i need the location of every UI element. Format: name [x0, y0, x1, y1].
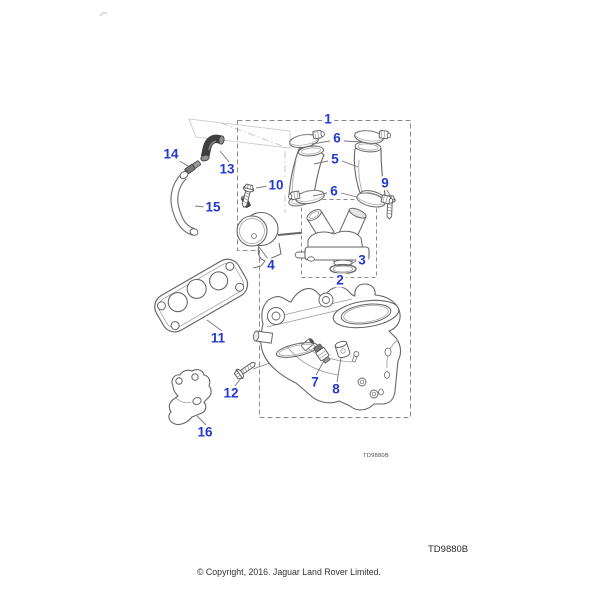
callout-8[interactable]: 8 — [332, 381, 340, 397]
callout-14[interactable]: 14 — [163, 146, 179, 162]
callout-11[interactable]: 11 — [210, 330, 226, 346]
callout-6[interactable]: 6 — [330, 183, 338, 199]
callout-15[interactable]: 15 — [205, 199, 221, 215]
callout-6[interactable]: 6 — [333, 130, 341, 146]
callout-16[interactable]: 16 — [197, 424, 213, 440]
callout-2[interactable]: 2 — [336, 272, 344, 288]
diagram-code-inner: TD9880B — [363, 453, 389, 459]
callout-9[interactable]: 9 — [381, 175, 389, 191]
callout-1[interactable]: 1 — [324, 111, 332, 127]
callout-12[interactable]: 12 — [223, 385, 239, 401]
callout-3[interactable]: 3 — [358, 252, 366, 268]
callout-10[interactable]: 10 — [268, 177, 284, 193]
copyright-text: © Copyright, 2016. Jaguar Land Rover Limited. — [197, 567, 381, 577]
callout-7[interactable]: 7 — [311, 374, 319, 390]
callout-4[interactable]: 4 — [267, 257, 275, 273]
callout-13[interactable]: 13 — [219, 161, 235, 177]
diagram-code-outer: TD9880B — [428, 544, 469, 555]
callout-5[interactable]: 5 — [331, 151, 339, 167]
